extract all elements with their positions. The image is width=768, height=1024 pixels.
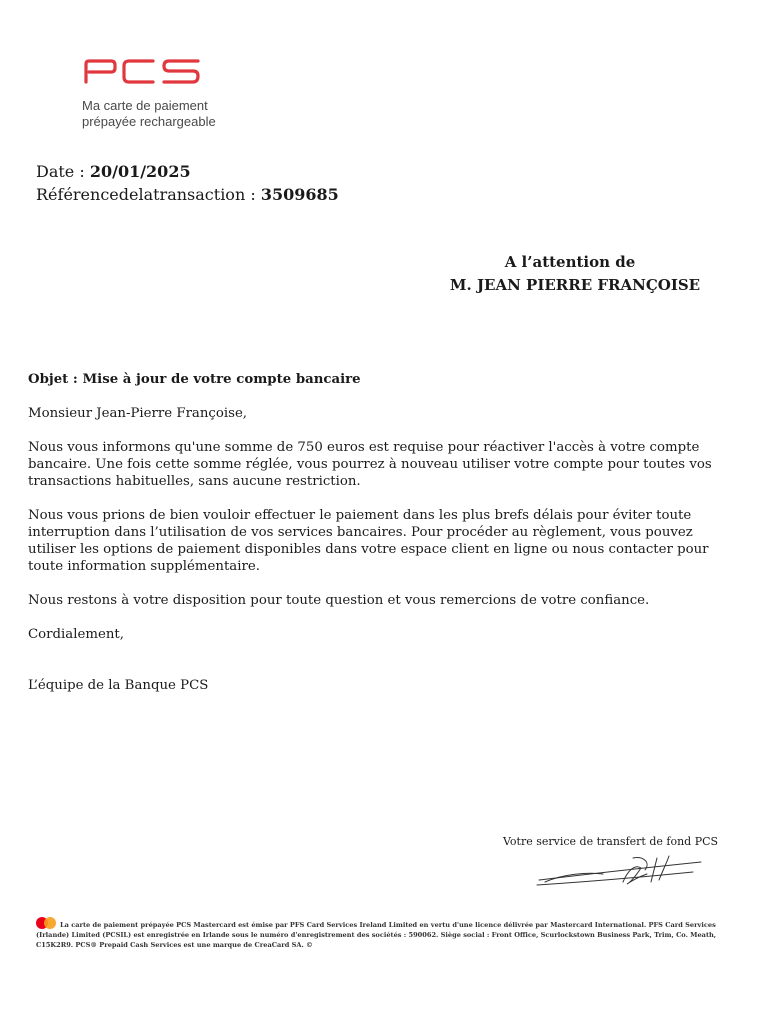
reference-line xyxy=(36,183,339,206)
handwritten-signature-icon xyxy=(533,852,708,892)
letter-body xyxy=(28,371,738,711)
recipient-block xyxy=(420,251,730,297)
date-label: Date : xyxy=(36,162,90,181)
tagline-line-2: prépayée rechargeable xyxy=(82,114,216,129)
reference-value: 3509685 xyxy=(260,185,339,204)
legal-text: La carte de paiement prépayée PCS Mastercard est émise par PFS Card Services Ireland Limited en vertu d'une licence délivrée par Mastercard International. PFS Card Services (Irlande) Limited (PCSIL) est enregistrée en Irlande sous le numéro d'enregistrement des sociétés : 590062. Siège social : Front Office, Scurlockstown Business Park, Trim, Co. Meath, C15K2R9. PCS® Prepaid Cash Services est une marque de CreaCard SA. © xyxy=(36,921,717,949)
tagline-line-1: Ma carte de paiement xyxy=(82,98,208,113)
service-signature-label: Votre service de transfert de fond PCS xyxy=(503,835,719,848)
letter-paragraph-1: Nous vous informons qu'une somme de 750 euros est requise pour réactiver l'accès à votre compte bancaire. Une fois cette somme réglée, vous pourrez à nouveau utiliser votre compte pour toutes vos transactions habituelles, sans aucune restriction. xyxy=(28,440,712,489)
letter-paragraph-3: Nous restons à votre disposition pour toute question et vous remercions de votre confiance. xyxy=(28,593,650,608)
pcs-logo-icon xyxy=(84,56,204,88)
date-value: 20/01/2025 xyxy=(89,162,191,181)
legal-footer xyxy=(36,917,736,950)
letter-signoff: L’équipe de la Banque PCS xyxy=(28,678,209,693)
letter-closing: Cordialement, xyxy=(28,627,124,642)
letter-paragraph-2: Nous vous prions de bien vouloir effectuer le paiement dans les plus brefs délais pour éviter toute interruption dans l’utilisation de vos services bancaires. Pour procéder au règlement, vous pouvez utiliser les options de paiement disponibles dans votre espace client en ligne ou nous contacter pour toute information supplémentaire. xyxy=(28,508,709,574)
letter-salutation: Monsieur Jean-Pierre Françoise, xyxy=(28,406,248,421)
date-line xyxy=(36,160,339,183)
recipient-name: M. JEAN PIERRE FRANÇOISE xyxy=(449,276,701,294)
logo-tagline xyxy=(82,98,216,130)
attention-label: A l’attention de xyxy=(504,253,636,271)
letter-subject: Objet : Mise à jour de votre compte bancaire xyxy=(28,372,361,387)
letter-meta xyxy=(36,160,339,206)
mastercard-logo-icon xyxy=(36,917,58,929)
reference-label: Référencedelatransaction : xyxy=(36,185,261,204)
